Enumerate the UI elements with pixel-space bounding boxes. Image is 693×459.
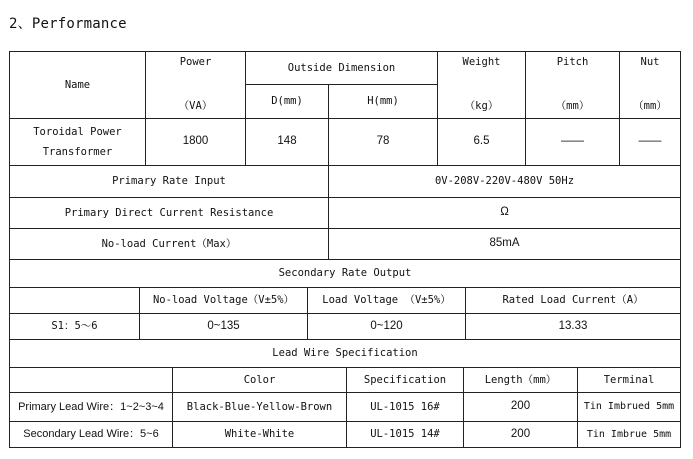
header-pitch-label: Pitch [556, 56, 589, 68]
header-weight-label: Weight [462, 56, 501, 68]
secondary-row-label: S1：5～6 [9, 313, 140, 340]
header-power-label: Power [179, 56, 212, 68]
lead-wire-row-label: Secondary Lead Wire：5~6 [9, 421, 173, 448]
lead-wire-blank-header [9, 367, 173, 393]
primary-dc-resistance-label: Primary Direct Current Resistance [9, 197, 329, 229]
primary-rate-input-label: Primary Rate Input [9, 165, 329, 198]
product-d: 148 [245, 118, 329, 166]
secondary-no-load-voltage-header: No-load Voltage（V±5%） [139, 287, 308, 314]
secondary-rate-output-title: Secondary Rate Output [9, 259, 681, 288]
header-name: Name [9, 51, 146, 119]
header-power-unit: （VA） [178, 99, 213, 112]
header-nut-unit: （mm） [633, 99, 667, 112]
lead-wire-length-header: Length（mm） [463, 367, 578, 393]
lead-wire-spec-header: Specification [346, 367, 464, 393]
header-pitch [525, 51, 620, 119]
product-nut: —— [619, 118, 681, 166]
header-nut [619, 51, 681, 119]
lead-wire-row-terminal: Tin Imbrue 5mm [577, 421, 681, 448]
lead-wire-row-length: 200 [463, 421, 578, 448]
secondary-rated-current: 13.33 [465, 313, 681, 340]
lead-wire-terminal-header: Terminal [577, 367, 681, 393]
product-power: 1800 [145, 118, 246, 166]
primary-dc-resistance-value: Ω [328, 197, 681, 229]
no-load-current-value: 85mA [328, 228, 681, 260]
header-power [145, 51, 246, 119]
lead-wire-title: Lead Wire Specification [9, 339, 681, 368]
lead-wire-row-label: Primary Lead Wire：1~2~3~4 [9, 392, 173, 422]
primary-rate-input-value: 0V-208V-220V-480V 50Hz [328, 165, 681, 198]
header-d: D(mm) [245, 84, 329, 119]
product-weight: 6.5 [437, 118, 526, 166]
secondary-no-load-voltage: 0~135 [139, 313, 308, 340]
secondary-load-voltage-header: Load Voltage （V±5%） [307, 287, 466, 314]
header-nut-label: Nut [640, 56, 660, 68]
page-title: 2、Performance [9, 16, 127, 32]
header-outside-dimension: Outside Dimension [245, 51, 438, 85]
secondary-load-voltage: 0~120 [307, 313, 466, 340]
header-weight-unit: （kg） [464, 99, 499, 112]
no-load-current-label: No-load Current（Max） [9, 228, 329, 260]
secondary-rated-current-header: Rated Load Current（A） [465, 287, 681, 314]
lead-wire-row-color: White-White [172, 421, 347, 448]
product-pitch: —— [525, 118, 620, 166]
header-pitch-unit: （mm） [555, 99, 590, 112]
header-h: H(mm) [328, 84, 438, 119]
lead-wire-row-length: 200 [463, 392, 578, 422]
lead-wire-color-header: Color [172, 367, 347, 393]
lead-wire-row-color: Black-Blue-Yellow-Brown [172, 392, 347, 422]
product-h: 78 [328, 118, 438, 166]
secondary-blank-header [9, 287, 140, 314]
lead-wire-row-spec: UL-1015 16# [346, 392, 464, 422]
product-name-line1: Toroidal Power [33, 125, 122, 138]
lead-wire-row-spec: UL-1015 14# [346, 421, 464, 448]
product-name [9, 118, 146, 166]
product-name-line2: Transformer [42, 146, 113, 158]
header-weight [437, 51, 526, 119]
lead-wire-row-terminal: Tin Imbrued 5mm [577, 392, 681, 422]
